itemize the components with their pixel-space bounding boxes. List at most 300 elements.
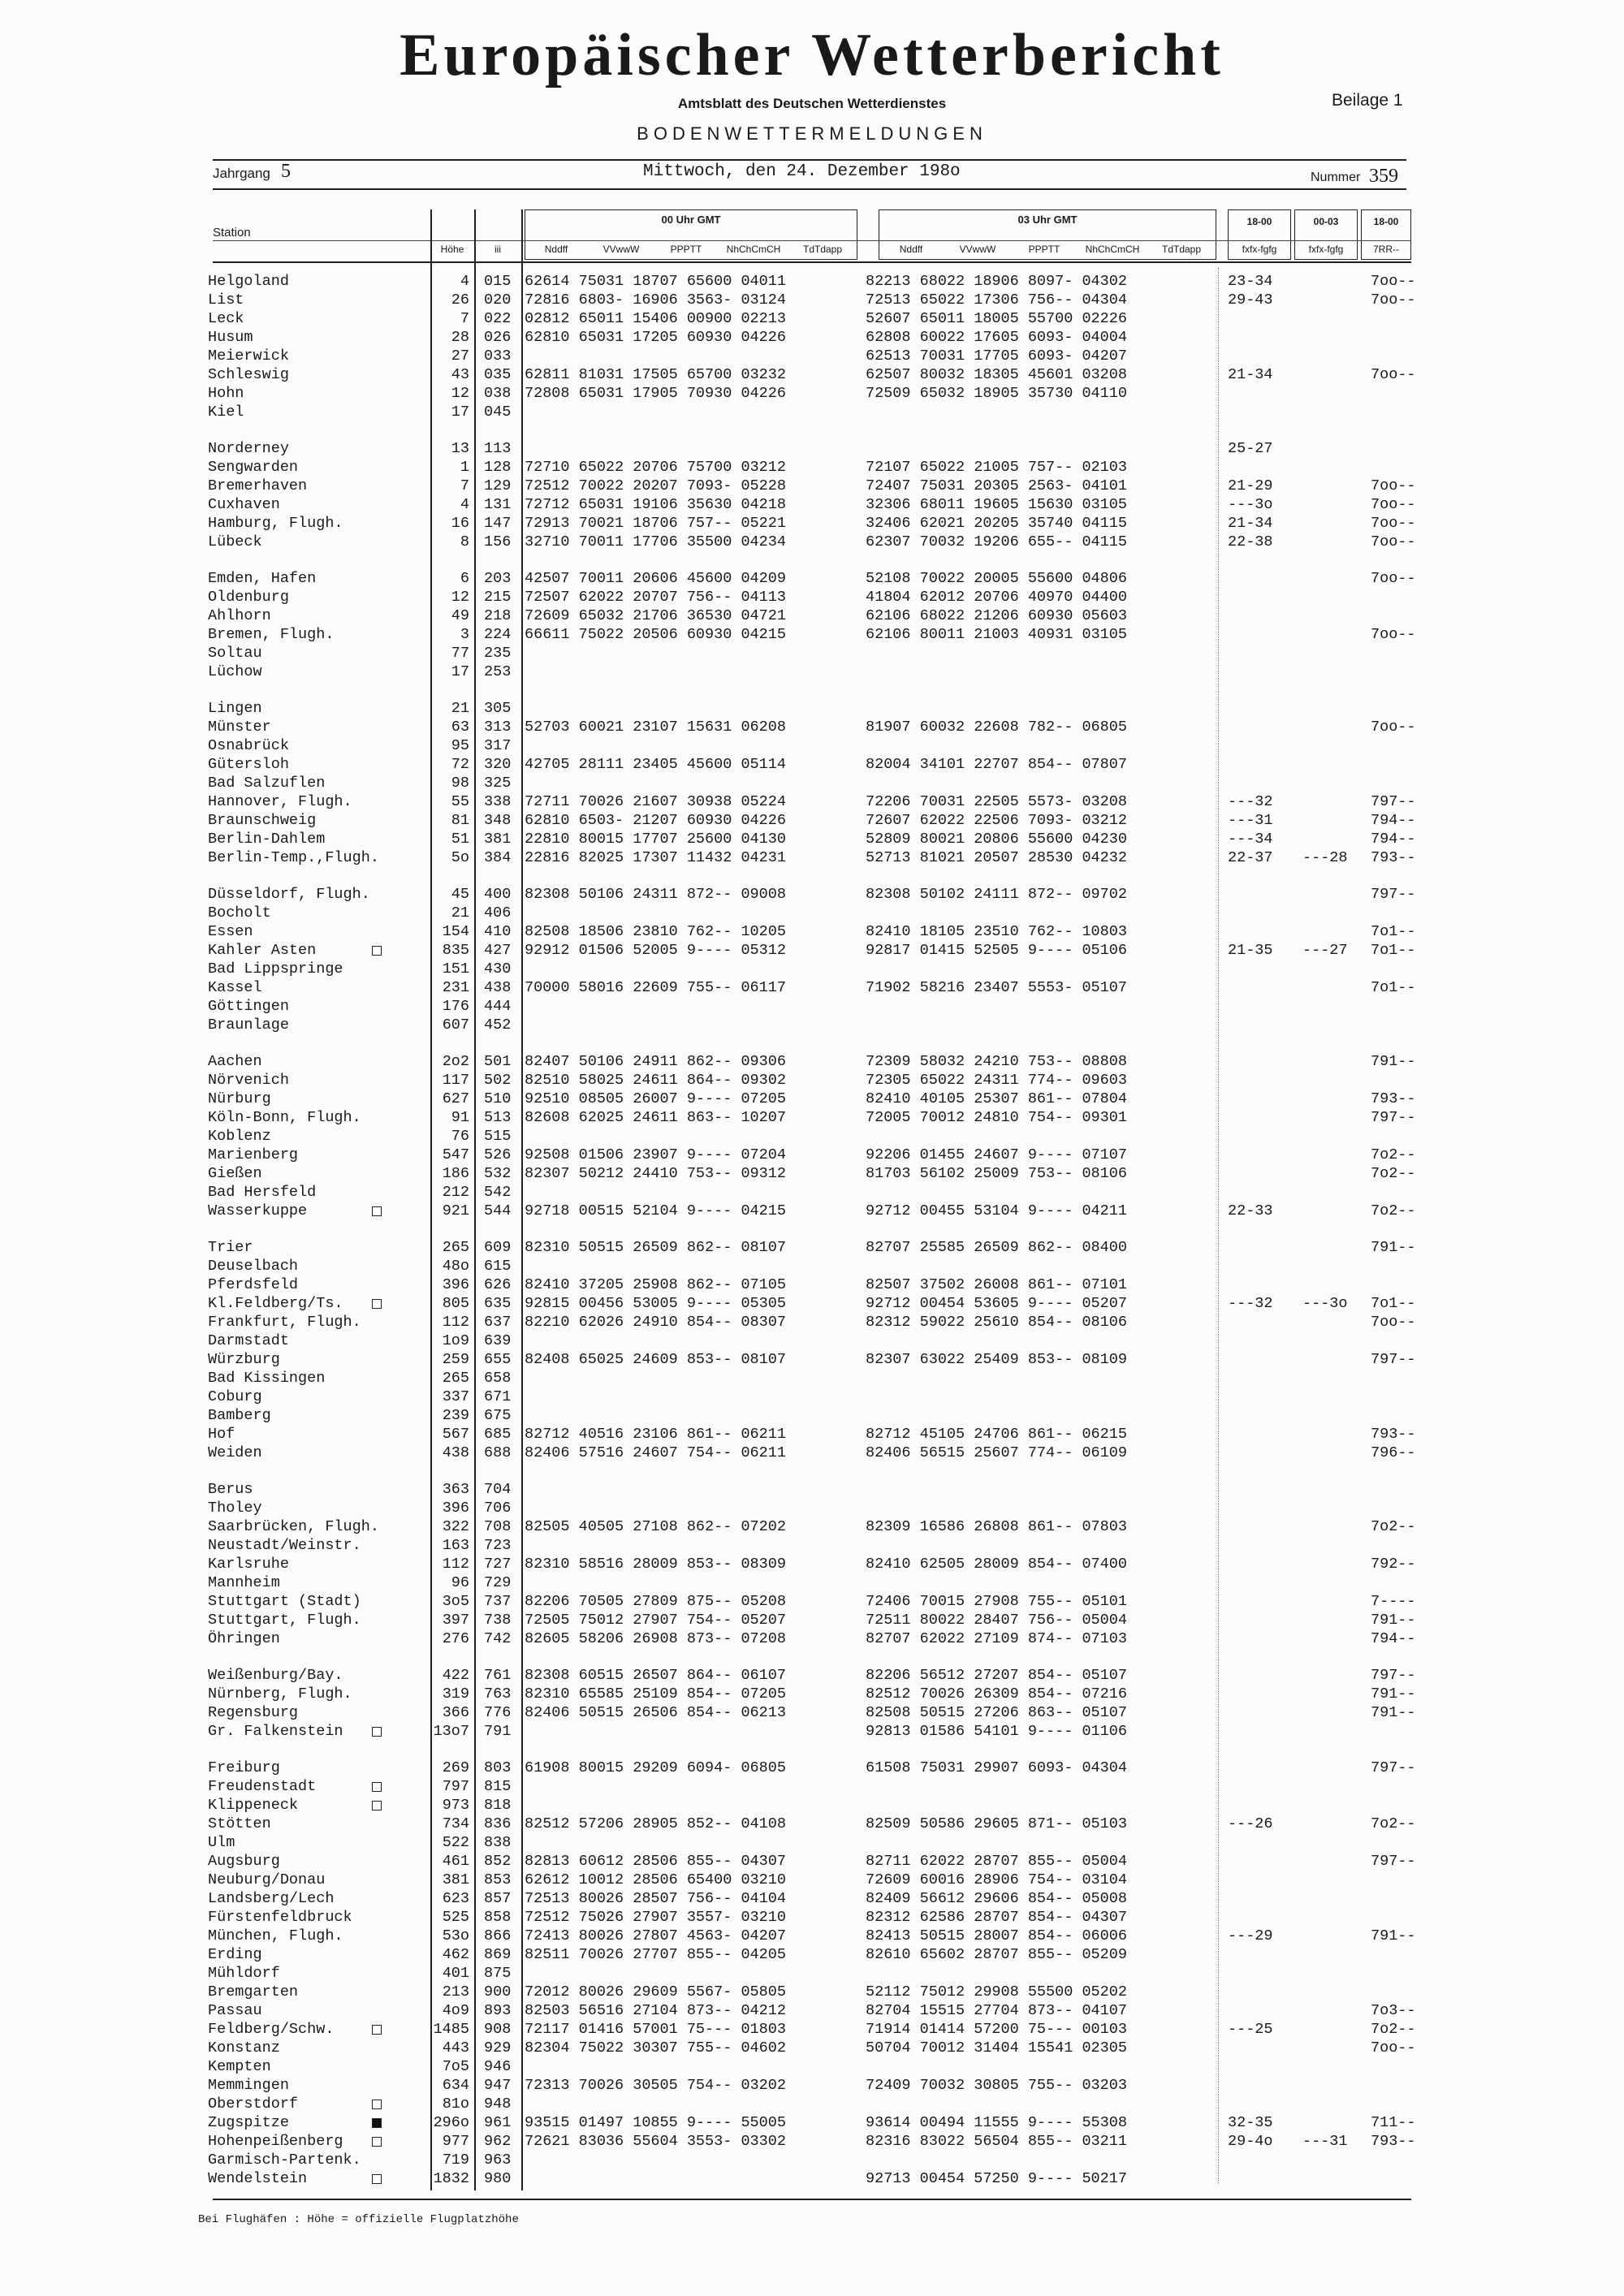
station-name: Braunschweig — [208, 812, 317, 829]
obs-03utc: 82004 34101 22707 854-- 07807 — [866, 756, 1127, 773]
obs-03utc: 92712 00455 53104 9---- 04211 — [866, 1202, 1127, 1219]
table-row — [0, 849, 1624, 868]
station-height: 16 — [451, 515, 469, 532]
station-number: 706 — [484, 1500, 512, 1517]
gust-18-00: ---3o — [1228, 496, 1273, 513]
gust-18-00: ---26 — [1228, 1815, 1273, 1832]
station-name: Darmstadt — [208, 1332, 289, 1349]
table-row — [0, 329, 1624, 347]
obs-03utc: 82507 37502 26008 861-- 07101 — [866, 1276, 1127, 1293]
station-height: 296o — [433, 2114, 469, 2131]
obs-00utc: 72710 65022 20706 75700 03212 — [525, 459, 786, 476]
station-height: 634 — [442, 2077, 469, 2094]
precip-18-00: 797-- — [1371, 1759, 1416, 1776]
obs-03utc: 92713 00454 57250 9---- 50217 — [866, 2170, 1127, 2187]
station-number: 737 — [484, 1593, 512, 1610]
station-height: 176 — [442, 998, 469, 1015]
table-row — [0, 1965, 1624, 1983]
obs-00utc: 02812 65011 15406 00900 02213 — [525, 310, 786, 327]
precip-18-00: 7oo-- — [1371, 496, 1416, 513]
precip-18-00: 791-- — [1371, 1612, 1416, 1629]
obs-03utc: 72513 65022 17306 756-- 04304 — [866, 291, 1127, 309]
mountain-station-square-icon — [372, 2025, 382, 2035]
obs-00utc: 72512 70022 20207 7093- 05228 — [525, 477, 786, 494]
station-name: Freudenstadt — [208, 1778, 317, 1795]
obs-00utc: 92508 01506 23907 9---- 07204 — [525, 1146, 786, 1163]
station-name: Berus — [208, 1481, 253, 1498]
station-height: 55 — [451, 793, 469, 810]
station-height: 623 — [442, 1890, 469, 1907]
obs-03utc: 82406 56515 25607 774-- 06109 — [866, 1444, 1127, 1461]
obs-03utc: 62808 60022 17605 6093- 04004 — [866, 329, 1127, 346]
station-height: 7 — [460, 477, 469, 494]
obs-00utc: 70000 58016 22609 755-- 06117 — [525, 979, 786, 996]
obs-03utc: 62106 68022 21206 60930 05603 — [866, 607, 1127, 624]
station-name: Hamburg, Flugh. — [208, 515, 343, 532]
table-row — [0, 2095, 1624, 2114]
station-name: Öhringen — [208, 1630, 280, 1647]
obs-00utc: 42507 70011 20606 45600 04209 — [525, 570, 786, 587]
table-row — [0, 1759, 1624, 1778]
table-row — [0, 812, 1624, 831]
station-number: 688 — [484, 1444, 512, 1461]
table-row — [0, 459, 1624, 477]
volume-label: Jahrgang — [213, 166, 270, 181]
station-height: 276 — [442, 1630, 469, 1647]
table-row — [0, 1556, 1624, 1574]
station-number: 729 — [484, 1574, 512, 1591]
station-number: 655 — [484, 1351, 512, 1368]
table-row — [0, 2133, 1624, 2151]
station-height: 525 — [442, 1909, 469, 1926]
station-number: 253 — [484, 663, 512, 680]
obs-03utc: 82316 83022 56504 855-- 03211 — [866, 2133, 1127, 2150]
range2-label: 00-03 — [1313, 216, 1339, 227]
station-height: 5o — [451, 849, 469, 866]
station-height: 43 — [451, 366, 469, 383]
obs-00utc: 82505 40505 27108 862-- 07202 — [525, 1518, 786, 1535]
obs-00utc: 82608 62025 24611 863-- 10207 — [525, 1109, 786, 1126]
station-name: Regensburg — [208, 1704, 299, 1721]
station-number: 215 — [484, 589, 512, 606]
obs-03utc: 52809 80021 20806 55600 04230 — [866, 831, 1127, 848]
g03-col-tdtdapp: TdTdapp — [1161, 244, 1202, 255]
table-row — [0, 1202, 1624, 1221]
table-row — [0, 1239, 1624, 1258]
table-row — [0, 347, 1624, 366]
station-height: 835 — [442, 942, 469, 959]
station-name: Pferdsfeld — [208, 1276, 299, 1293]
station-number: 033 — [484, 347, 512, 365]
station-name: Karlsruhe — [208, 1556, 289, 1573]
table-row — [0, 960, 1624, 979]
station-number: 203 — [484, 570, 512, 587]
station-name: Hohenpeißenberg — [208, 2133, 343, 2150]
precip-18-00: 7o3-- — [1371, 2002, 1416, 2019]
precip-18-00: 7o1-- — [1371, 1295, 1416, 1312]
obs-03utc: 82610 65602 28707 855-- 05209 — [866, 1946, 1127, 1963]
station-number: 156 — [484, 533, 512, 550]
obs-03utc: 92817 01415 52505 9---- 05106 — [866, 942, 1127, 959]
station-height: 1 — [460, 459, 469, 476]
obs-03utc: 82308 50102 24111 872-- 09702 — [866, 886, 1127, 903]
station-number: 035 — [484, 366, 512, 383]
mountain-station-square-icon — [372, 1801, 382, 1810]
station-height: 21 — [451, 700, 469, 717]
station-name: Trier — [208, 1239, 253, 1256]
station-name: Coburg — [208, 1388, 262, 1405]
station-height: 17 — [451, 663, 469, 680]
station-number: 501 — [484, 1053, 512, 1070]
filled-square-icon — [372, 2118, 382, 2128]
station-height: 8 — [460, 533, 469, 550]
station-number: 609 — [484, 1239, 512, 1256]
station-height: 96 — [451, 1574, 469, 1591]
station-height: 462 — [442, 1946, 469, 1963]
station-height: 81 — [451, 812, 469, 829]
obs-00utc: 82308 60515 26507 864-- 06107 — [525, 1667, 786, 1684]
station-number: 045 — [484, 404, 512, 421]
header-underline — [213, 261, 1411, 263]
station-height: 154 — [442, 923, 469, 940]
station-height: 973 — [442, 1797, 469, 1814]
gust-18-00: ---32 — [1228, 1295, 1273, 1312]
station-name: Leck — [208, 310, 244, 327]
obs-03utc: 82410 40105 25307 861-- 07804 — [866, 1090, 1127, 1107]
station-name: Köln-Bonn, Flugh. — [208, 1109, 361, 1126]
station-number: 129 — [484, 477, 512, 494]
obs-00utc: 62614 75031 18707 65600 04011 — [525, 273, 786, 290]
obs-03utc: 72206 70031 22505 5573- 03208 — [866, 793, 1127, 810]
station-number: 818 — [484, 1797, 512, 1814]
obs-03utc: 32406 62021 20205 35740 04115 — [866, 515, 1127, 532]
group03-label: 03 Uhr GMT — [1017, 214, 1078, 226]
table-row — [0, 2058, 1624, 2077]
station-height: 567 — [442, 1426, 469, 1443]
station-name: Nürburg — [208, 1090, 271, 1107]
station-number: 963 — [484, 2151, 512, 2169]
gust-00-03: ---31 — [1302, 2133, 1348, 2150]
precip-18-00: 797-- — [1371, 1667, 1416, 1684]
table-row — [0, 533, 1624, 552]
station-name: Nürnberg, Flugh. — [208, 1685, 352, 1703]
station-name: Tholey — [208, 1500, 262, 1517]
volume-value: 5 — [281, 161, 291, 182]
obs-03utc: 72609 60016 28906 754-- 03104 — [866, 1871, 1127, 1888]
table-row — [0, 2077, 1624, 2095]
obs-00utc: 72609 65032 21706 36530 04721 — [525, 607, 786, 624]
obs-00utc: 62810 65031 17205 60930 04226 — [525, 329, 786, 346]
station-name: Gießen — [208, 1165, 262, 1182]
station-number: 838 — [484, 1834, 512, 1851]
gust-18-00: 21-34 — [1228, 366, 1273, 383]
obs-00utc: 92718 00515 52104 9---- 04215 — [525, 1202, 786, 1219]
station-name: Aachen — [208, 1053, 262, 1070]
table-row — [0, 737, 1624, 756]
station-name: Konstanz — [208, 2039, 280, 2056]
table-row — [0, 2114, 1624, 2133]
obs-00utc: 82406 50515 26506 854-- 06213 — [525, 1704, 786, 1721]
table-row — [0, 923, 1624, 942]
station-height: 151 — [442, 960, 469, 978]
table-row — [0, 404, 1624, 422]
table-row — [0, 998, 1624, 1016]
station-name: Schleswig — [208, 366, 289, 383]
precip-18-00: 7o2-- — [1371, 2021, 1416, 2038]
station-height: 438 — [442, 1444, 469, 1461]
station-height: 3o5 — [442, 1593, 469, 1610]
station-number: 381 — [484, 831, 512, 848]
g00-col-nddff: Nddff — [544, 244, 568, 255]
station-height: 12 — [451, 385, 469, 402]
precip-18-00: 7o2-- — [1371, 1165, 1416, 1182]
station-number: 761 — [484, 1667, 512, 1684]
station-height: 1o9 — [442, 1332, 469, 1349]
precip-18-00: 793-- — [1371, 1090, 1416, 1107]
station-name: Meierwick — [208, 347, 289, 365]
station-number: 532 — [484, 1165, 512, 1182]
station-number: 776 — [484, 1704, 512, 1721]
station-number: 526 — [484, 1146, 512, 1163]
station-height: 719 — [442, 2151, 469, 2169]
obs-00utc: 82310 65585 25109 854-- 07205 — [525, 1685, 786, 1703]
table-row — [0, 366, 1624, 385]
station-number: 791 — [484, 1723, 512, 1740]
station-name: Stuttgart, Flugh. — [208, 1612, 361, 1629]
station-name: Kahler Asten — [208, 942, 317, 959]
station-number: 980 — [484, 2170, 512, 2187]
table-row — [0, 1276, 1624, 1295]
table-row — [0, 775, 1624, 793]
table-row — [0, 1165, 1624, 1184]
station-name: Memmingen — [208, 2077, 289, 2094]
station-height: 322 — [442, 1518, 469, 1535]
obs-03utc: 72511 80022 28407 756-- 05004 — [866, 1612, 1127, 1629]
station-number: 015 — [484, 273, 512, 290]
obs-00utc: 82408 65025 24609 853-- 08107 — [525, 1351, 786, 1368]
station-height: 117 — [442, 1072, 469, 1089]
table-row — [0, 1797, 1624, 1815]
station-height: 4 — [460, 273, 469, 290]
station-number: 961 — [484, 2114, 512, 2131]
station-height: 921 — [442, 1202, 469, 1219]
table-row — [0, 1444, 1624, 1463]
obs-00utc: 82407 50106 24911 862-- 09306 — [525, 1053, 786, 1070]
station-name: Ulm — [208, 1834, 235, 1851]
station-height: 27 — [451, 347, 469, 365]
station-height: 2o2 — [442, 1053, 469, 1070]
obs-03utc: 82707 62022 27109 874-- 07103 — [866, 1630, 1127, 1647]
gust-18-00: 22-33 — [1228, 1202, 1273, 1219]
obs-00utc: 82712 40516 23106 861-- 06211 — [525, 1426, 786, 1443]
precip-18-00: 7o1-- — [1371, 923, 1416, 940]
obs-03utc: 82309 16586 26808 861-- 07803 — [866, 1518, 1127, 1535]
gust-18-00: 23-34 — [1228, 273, 1273, 290]
obs-03utc: 82711 62022 28707 855-- 05004 — [866, 1853, 1127, 1870]
precip-18-00: 794-- — [1371, 812, 1416, 829]
precip-18-00: 7o2-- — [1371, 1202, 1416, 1219]
station-name: Kl.Feldberg/Ts. — [208, 1295, 343, 1312]
station-height: 366 — [442, 1704, 469, 1721]
gust-18-00: ---25 — [1228, 2021, 1273, 2038]
station-number: 430 — [484, 960, 512, 978]
station-height: 212 — [442, 1184, 469, 1201]
obs-03utc: 82410 18105 23510 762-- 10803 — [866, 923, 1127, 940]
obs-03utc: 52713 81021 20507 28530 04232 — [866, 849, 1127, 866]
station-number: 675 — [484, 1407, 512, 1424]
gust-18-00: 25-27 — [1228, 440, 1273, 457]
page-subtitle: Amtsblatt des Deutschen Wetterdienstes — [677, 96, 947, 111]
obs-03utc: 82307 63022 25409 853-- 08109 — [866, 1351, 1127, 1368]
station-name: Cuxhaven — [208, 496, 280, 513]
station-number: 510 — [484, 1090, 512, 1107]
obs-00utc: 82310 58516 28009 853-- 08309 — [525, 1556, 786, 1573]
obs-00utc: 72012 80026 29609 5567- 05805 — [525, 1983, 786, 2000]
table-row — [0, 719, 1624, 737]
station-height: 522 — [442, 1834, 469, 1851]
station-height: 319 — [442, 1685, 469, 1703]
obs-00utc: 82307 50212 24410 753-- 09312 — [525, 1165, 786, 1182]
table-row — [0, 700, 1624, 719]
precip-18-00: 7oo-- — [1371, 1314, 1416, 1331]
table-row — [0, 1593, 1624, 1612]
obs-00utc: 72913 70021 18706 757-- 05221 — [525, 515, 786, 532]
station-height: 734 — [442, 1815, 469, 1832]
station-height: 13o7 — [433, 1723, 469, 1740]
precip-18-00: 794-- — [1371, 1630, 1416, 1647]
station-height: 72 — [451, 756, 469, 773]
table-row — [0, 2021, 1624, 2039]
station-number: 626 — [484, 1276, 512, 1293]
table-row — [0, 1388, 1624, 1407]
table-row — [0, 793, 1624, 812]
mountain-station-square-icon — [372, 1782, 382, 1792]
station-height: 98 — [451, 775, 469, 792]
table-row — [0, 1909, 1624, 1927]
station-number: 305 — [484, 700, 512, 717]
station-name: Marienberg — [208, 1146, 299, 1163]
station-number: 615 — [484, 1258, 512, 1275]
station-name: Soltau — [208, 645, 262, 662]
gust-00-03: ---27 — [1302, 942, 1348, 959]
obs-03utc: 72005 70012 24810 754-- 09301 — [866, 1109, 1127, 1126]
table-row — [0, 904, 1624, 923]
table-row — [0, 886, 1624, 904]
obs-00utc: 92510 08505 26007 9---- 07205 — [525, 1090, 786, 1107]
obs-00utc: 32710 70011 17706 35500 04234 — [525, 533, 786, 550]
station-height: 51 — [451, 831, 469, 848]
station-number: 857 — [484, 1890, 512, 1907]
precip-18-00: 797-- — [1371, 1351, 1416, 1368]
precip-18-00: 7o2-- — [1371, 1815, 1416, 1832]
g03-col-vvwww: VVwwW — [959, 244, 996, 255]
station-height: 239 — [442, 1407, 469, 1424]
station-name: Braunlage — [208, 1016, 289, 1034]
station-name: Bocholt — [208, 904, 271, 921]
station-name: Bremerhaven — [208, 477, 308, 494]
table-row — [0, 607, 1624, 626]
station-height: 45 — [451, 886, 469, 903]
range1-label: 18-00 — [1246, 216, 1272, 227]
station-number: 763 — [484, 1685, 512, 1703]
obs-03utc: 50704 70012 31404 15541 02305 — [866, 2039, 1127, 2056]
table-row — [0, 1109, 1624, 1128]
station-height: 12 — [451, 589, 469, 606]
station-height: 381 — [442, 1871, 469, 1888]
obs-00utc: 82508 18506 23810 762-- 10205 — [525, 923, 786, 940]
table-row — [0, 496, 1624, 515]
station-name: Hof — [208, 1426, 235, 1443]
obs-03utc: 52108 70022 20005 55600 04806 — [866, 570, 1127, 587]
obs-00utc: 62811 81031 17505 65700 03232 — [525, 366, 786, 383]
station-number: 235 — [484, 645, 512, 662]
table-row — [0, 1258, 1624, 1276]
station-name: Essen — [208, 923, 253, 940]
obs-00utc: 82406 57516 24607 754-- 06211 — [525, 1444, 786, 1461]
station-name: Klippeneck — [208, 1797, 299, 1814]
precip-18-00: 7oo-- — [1371, 719, 1416, 736]
station-height: 401 — [442, 1965, 469, 1982]
station-name: Nörvenich — [208, 1072, 289, 1089]
station-name: Osnabrück — [208, 737, 289, 754]
station-name: Bad Lippspringe — [208, 960, 343, 978]
precip-18-00: 7oo-- — [1371, 2039, 1416, 2056]
station-number: 406 — [484, 904, 512, 921]
station-number: 502 — [484, 1072, 512, 1089]
g03-col-clouds: NhChCmCH — [1085, 244, 1140, 255]
table-row — [0, 1815, 1624, 1834]
page-title: Europäischer Wetterbericht — [400, 22, 1224, 88]
station-height: 213 — [442, 1983, 469, 2000]
obs-03utc: 81703 56102 25009 753-- 08106 — [866, 1165, 1127, 1182]
station-number: 869 — [484, 1946, 512, 1963]
precip-18-00: 796-- — [1371, 1444, 1416, 1461]
mountain-station-square-icon — [372, 2100, 382, 2109]
station-height: 265 — [442, 1370, 469, 1387]
table-row — [0, 1853, 1624, 1871]
table-row — [0, 831, 1624, 849]
station-height: 49 — [451, 607, 469, 624]
obs-00utc: 72117 01416 57001 75--- 01803 — [525, 2021, 786, 2038]
precip-18-00: 791-- — [1371, 1239, 1416, 1256]
obs-03utc: 82508 50515 27206 863-- 05107 — [866, 1704, 1127, 1721]
table-row — [0, 1983, 1624, 2002]
g03-col-nddff: Nddff — [899, 244, 923, 255]
obs-00utc: 72512 75026 27907 3557- 03210 — [525, 1909, 786, 1926]
station-height: 95 — [451, 737, 469, 754]
issue-date: Mittwoch, den 24. Dezember 198o — [643, 162, 961, 181]
g03-col-pppt: PPPTT — [1028, 244, 1060, 255]
station-name: Weiden — [208, 1444, 262, 1461]
station-number: 723 — [484, 1537, 512, 1554]
table-row — [0, 1407, 1624, 1426]
obs-00utc: 82206 70505 27809 875-- 05208 — [525, 1593, 786, 1610]
precip-18-00: 7oo-- — [1371, 291, 1416, 309]
station-number: 038 — [484, 385, 512, 402]
station-name: Deuselbach — [208, 1258, 299, 1275]
obs-03utc: 82509 50586 29605 871-- 05103 — [866, 1815, 1127, 1832]
station-name: Hannover, Flugh. — [208, 793, 352, 810]
station-name: Kiel — [208, 404, 244, 421]
station-number: 853 — [484, 1871, 512, 1888]
table-row — [0, 2039, 1624, 2058]
station-number: 147 — [484, 515, 512, 532]
station-name: Lübeck — [208, 533, 262, 550]
station-name: Emden, Hafen — [208, 570, 317, 587]
station-name: Koblenz — [208, 1128, 271, 1145]
station-height: 186 — [442, 1165, 469, 1182]
table-row — [0, 1612, 1624, 1630]
